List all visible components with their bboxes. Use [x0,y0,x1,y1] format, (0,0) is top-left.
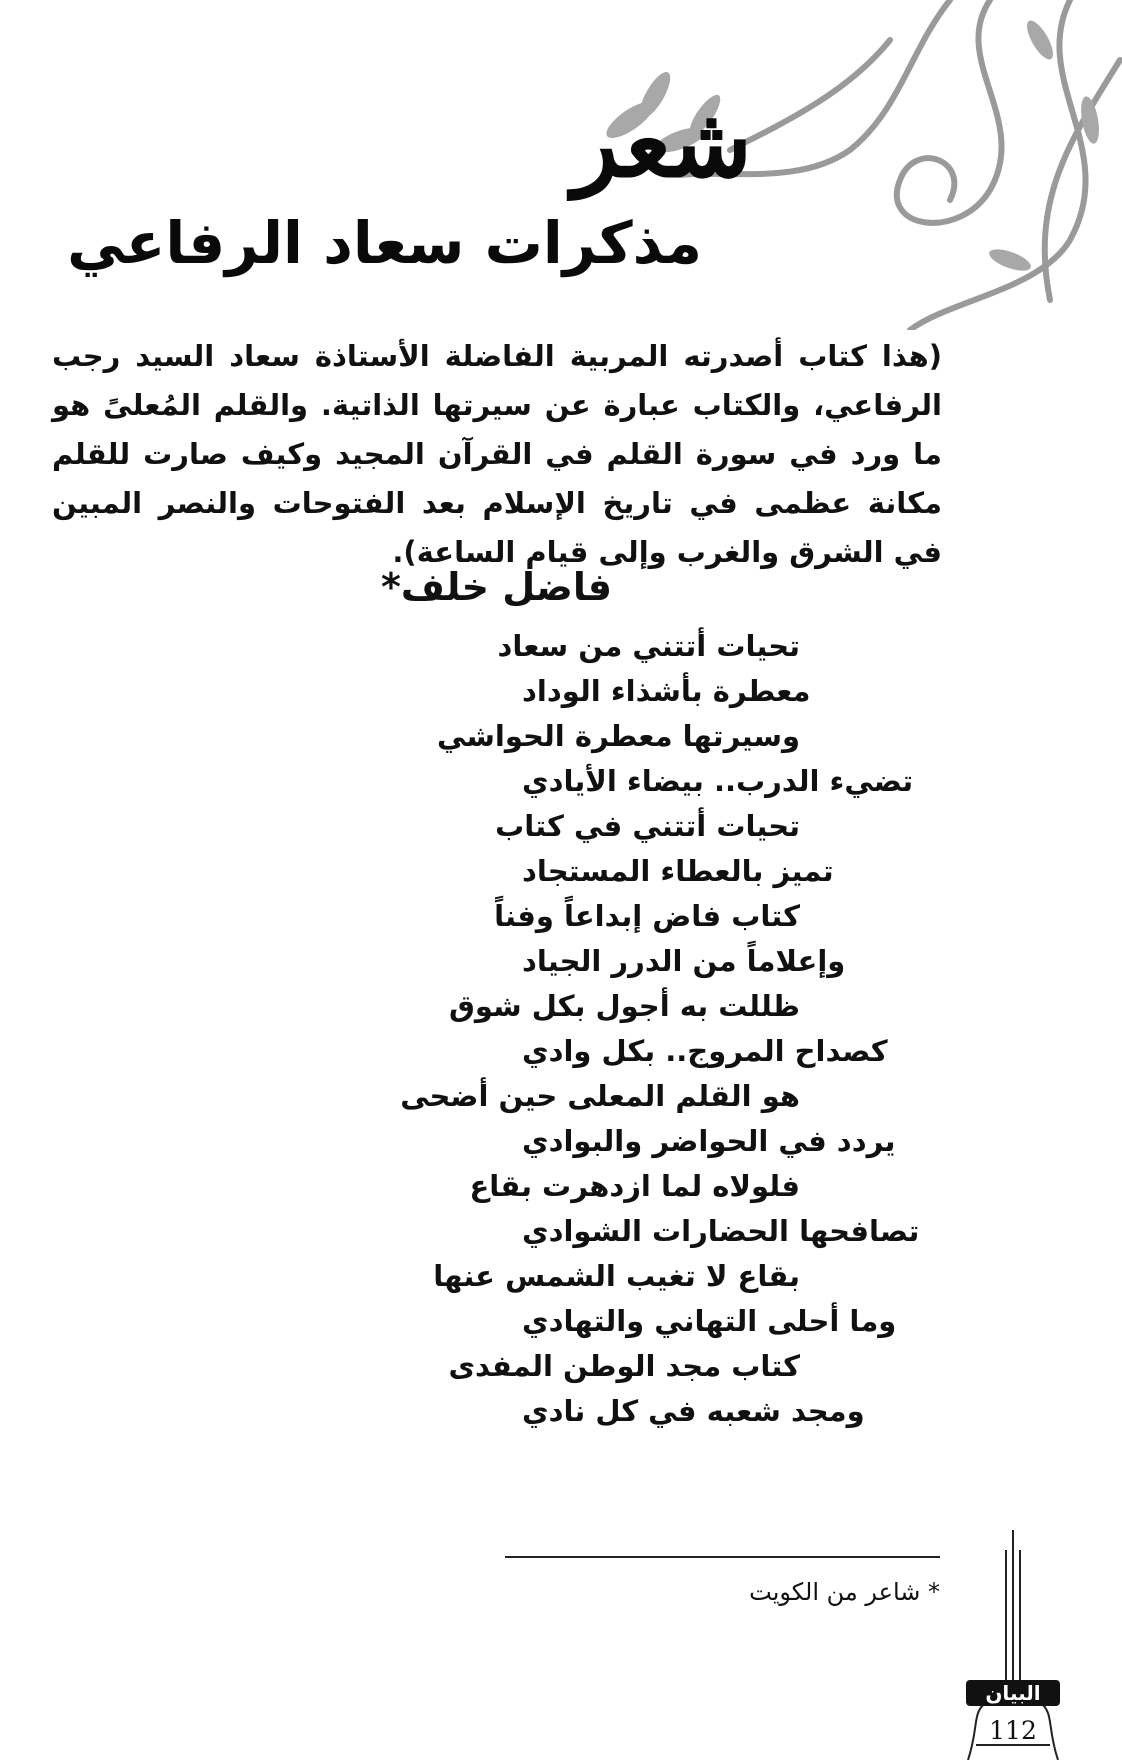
section-label: شعر [572,86,752,199]
poem-line: تميز بالعطاء المستجاد [522,854,834,888]
author-name [212,565,612,609]
floral-ornament-decoration [430,0,1122,330]
poem-line: وسيرتها معطرة الحواشي [437,719,800,753]
poem-line: تحيات أتتني من سعاد [497,629,800,663]
poem-line: كصداح المروج.. بكل وادي [522,1034,888,1068]
poem-line: هو القلم المعلى حين أضحى [400,1079,800,1113]
intro-paragraph: (هذا كتاب أصدرته المربية الفاضلة الأستاذة سعاد السيد رجب الرفاعي، والكتاب عبارة عن سيرتها الذاتية. والقلم المُعلىً هو ما ورد في سورة القلم في القرآن المجيد وكيف صارت للقلم مكانة عظمى في تاريخ الإسلام بعد الفتوحات والنصر المبين في الشرق والغرب وإلى قيام الساعة). [52,339,942,569]
poem-line: فلولاه لما ازدهرت بقاع [469,1169,800,1203]
poem-line: كتاب مجد الوطن المفدى [448,1349,800,1383]
article-title: مذكرات سعاد الرفاعي [67,209,702,277]
poem-line: كتاب فاض إبداعاً وفناً [494,899,800,933]
poem-line: وإعلاماً من الدرر الجياد [522,944,846,978]
footnote: * شاعر من الكويت [749,1578,940,1606]
poem-line: معطرة بأشذاء الوداد [522,674,811,708]
poem-line: وما أحلى التهاني والتهادي [522,1304,897,1338]
page-number: 112 [989,1716,1037,1745]
poem-line: ومجد شعبه في كل نادي [522,1394,865,1428]
poem-line: يردد في الحواضر والبوادي [522,1124,896,1158]
poem-line: تحيات أتتني في كتاب [495,809,800,843]
poem-line: ظللت به أجول بكل شوق [448,989,800,1023]
poem-line: تضيء الدرب.. بيضاء الأيادي [522,764,914,798]
magazine-logo-text: البيان [985,1681,1041,1705]
poem-line: بقاع لا تغيب الشمس عنها [433,1259,800,1293]
footnote-divider [505,1556,940,1558]
author-name-text: فاضل خلف* [380,565,612,609]
poem-line: تصافحها الحضارات الشوادي [522,1214,920,1248]
